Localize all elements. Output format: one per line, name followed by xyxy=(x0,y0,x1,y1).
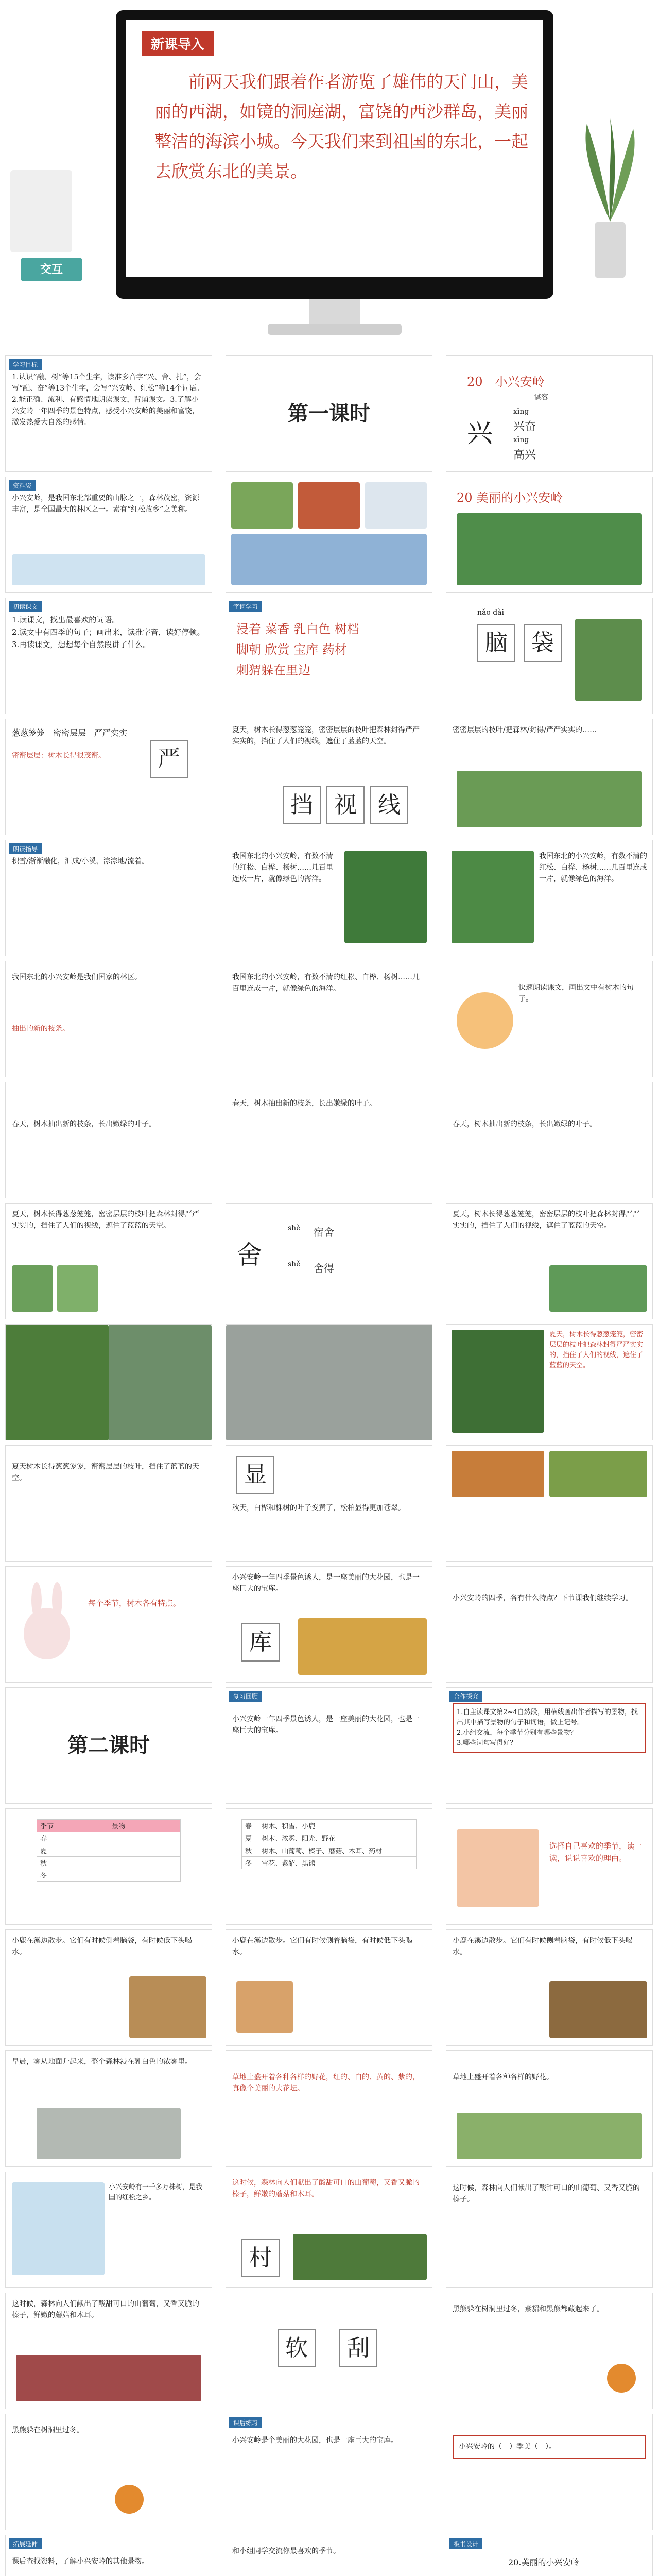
rabbit-icon xyxy=(16,1582,78,1665)
table-cell: 树木、积雪、小鹿 xyxy=(258,1820,417,1832)
forest-image xyxy=(457,513,642,585)
slide-49 xyxy=(5,2414,212,2530)
slide-text: 1.认识“融、树”等15个生字，读准多音字“兴、舍、扎”，会写“融、奋”等13个生字，会写“兴安岭、红松”等14个词语。2.能正确、流利、有感情地朗读课文，背诵课文。3.了解小兴安岭一年四季的景色特点，感受小兴安岭的美丽和富饶，激发热爱大自然的感情。 xyxy=(12,373,204,427)
forest-image xyxy=(452,851,534,943)
table-cell xyxy=(109,1832,181,1844)
list-item: 1.读课文，找出最喜欢的词语。 xyxy=(12,615,120,624)
fog-forest-image xyxy=(226,1325,432,1440)
forest-image xyxy=(549,1451,647,1497)
table-header: 景物 xyxy=(109,1820,181,1832)
slide-text: 密密层层的枝叶/把森林/封得/严严实实的…… xyxy=(453,726,597,734)
char-box: 显 xyxy=(236,1456,274,1494)
slide-text: 小兴安岭是个美丽的大花园，也是一座巨大的宝库。 xyxy=(232,2436,398,2445)
logo: 交互 xyxy=(21,258,82,281)
slide-tag: 朗读指导 xyxy=(9,843,42,854)
slide-46b xyxy=(5,2293,212,2409)
slide-50 xyxy=(226,2414,432,2530)
slide-30 xyxy=(226,1566,432,1683)
slide-text: 我国东北的小兴安岭，有数不清的红松、白桦、杨树……几百里连成一片，就像绿色的海洋。 xyxy=(232,973,420,993)
slide-tag: 字词学习 xyxy=(229,601,262,612)
slide-29 xyxy=(5,1566,212,1683)
slide-38 xyxy=(5,1929,212,2046)
word: 宿舍 xyxy=(314,1226,334,1239)
landscape-image xyxy=(12,554,205,585)
char-box: 线 xyxy=(370,786,408,824)
slide-22 xyxy=(446,1203,653,1319)
board-title: 20.美丽的小兴安岭 xyxy=(508,2557,579,2567)
slide-45 xyxy=(226,2172,432,2288)
slide-text: 夏天，树木长得葱葱笼笼，密密层层的枝叶把森林封得严严实实的，挡住了人们的视线，遮住了蓝蓝的天空。 xyxy=(453,1210,640,1230)
slide-text: 春天，树木抽出新的枝条，长出嫩绿的叶子。 xyxy=(453,1120,597,1128)
list-item: 3.再读课文，想想每个自然段讲了什么。 xyxy=(12,640,151,649)
slide-12 xyxy=(5,840,212,956)
slide-19 xyxy=(446,1082,653,1198)
slide-27 xyxy=(226,1445,432,1562)
slide-note: 抽出的新的枝条。 xyxy=(12,1025,70,1033)
slide-text: 春天，树木抽出新的枝条，长出嫩绿的叶子。 xyxy=(232,1099,376,1108)
vocab-word: 乳白色 xyxy=(293,622,331,636)
tree-image xyxy=(12,1265,53,1312)
slide-52 xyxy=(5,2535,212,2576)
flowers-image xyxy=(457,2113,642,2159)
vocab-word: 菜香 xyxy=(265,622,290,636)
children-image xyxy=(457,992,513,1049)
vocab-word: 浸着 xyxy=(236,622,261,636)
slide-text: 小兴安岭有一千多万株树，是我国的红松之乡。 xyxy=(109,2183,203,2201)
slide-text: 这时候，森林向人们献出了酸甜可口的山葡萄、又香又脆的榛子。 xyxy=(453,2184,640,2204)
forest-image xyxy=(549,1265,647,1312)
slide-text: 小兴安岭，是我国东北部重要的山脉之一，森林茂密，资源丰富，是全国最大的林区之一。素有“红松故乡”之美称。 xyxy=(12,494,199,514)
list-item: 3.哪些词句写得好？ xyxy=(457,1739,517,1747)
vocab-word: 刺猬躲在里边 xyxy=(236,663,310,677)
vocab-word: 树档 xyxy=(334,622,359,636)
slide-31 xyxy=(446,1566,653,1683)
slide-9 xyxy=(5,719,212,835)
slide-text: 这时候，森林向人们献出了酸甜可口的山葡萄，又香又脆的榛子，鲜嫩的蘑菇和木耳。 xyxy=(12,2300,199,2319)
slide-tag: 学习目标 xyxy=(9,359,42,370)
table-cell xyxy=(109,1857,181,1869)
slide-14 xyxy=(446,840,653,956)
slide-text: 秋天，白桦和栎树的叶子变黄了，松柏显得更加苍翠。 xyxy=(232,1504,405,1512)
word: 高兴 xyxy=(513,449,536,462)
landscape-image xyxy=(298,1618,427,1675)
lesson-title: 20 美丽的小兴安岭 xyxy=(457,490,563,505)
calendar-icon xyxy=(10,170,72,252)
landscape-image xyxy=(12,2182,105,2275)
list-item: 2.读文中有四季的句子；画出来，读准字音，读好停顿。 xyxy=(12,628,205,637)
slide-text: 夏天，树木长得葱葱笼笼，密密层层的枝叶把森林封得严严实实的，挡住了人们的视线，遮住了蓝蓝的天空。 xyxy=(549,1331,644,1369)
slide-21 xyxy=(226,1203,432,1319)
squirrel-icon xyxy=(601,2355,642,2396)
slide-text: 和小组同学交流你最喜欢的季节。 xyxy=(232,2547,340,2555)
slide-text: 早晨，雾从地面升起来，整个森林浸在乳白色的浓雾里。 xyxy=(12,2058,192,2066)
slide-7 xyxy=(226,598,432,714)
slide-40 xyxy=(446,1929,653,2046)
slide-28 xyxy=(5,1445,212,1562)
slide-10 xyxy=(226,719,432,835)
slide-text: 小兴安岭一年四季景色诱人，是一座美丽的大花园，也是一座巨大的宝库。 xyxy=(232,1573,420,1593)
slide-text: 我国东北的小兴安岭，有数不清的红松、白桦、杨树……几百里连成一片，就像绿色的海洋。 xyxy=(232,852,333,883)
season-image xyxy=(457,1829,539,1907)
squirrel-icon xyxy=(109,2476,150,2517)
slide-18 xyxy=(226,1082,432,1198)
slide-text: 密密层层：树木长得很茂密。 xyxy=(12,752,106,760)
char-box: 袋 xyxy=(524,624,562,662)
fruit-image xyxy=(16,2355,201,2401)
slide-39 xyxy=(226,1929,432,2046)
forest-image xyxy=(344,851,427,943)
slide-tag: 复习回顾 xyxy=(229,1691,262,1702)
slide-46 xyxy=(446,2172,653,2288)
table-header: 季节 xyxy=(37,1820,109,1832)
slide-5 xyxy=(446,477,653,593)
char-box: 软 xyxy=(278,2329,316,2367)
slide-24 xyxy=(226,1324,432,1440)
forest-image xyxy=(293,2234,427,2280)
slide-13 xyxy=(226,840,432,956)
slide-43 xyxy=(446,2050,653,2167)
lesson-char: 兴 xyxy=(467,418,493,448)
deer-image xyxy=(236,1981,293,2033)
slide-text: 草地上盛开着各种各样的野花，红的、白的、黄的、紫的，真像个美丽的大花坛。 xyxy=(232,2073,420,2093)
slide-tag: 初读课文 xyxy=(9,601,42,612)
slide-32 xyxy=(5,1687,212,1804)
monitor-stand xyxy=(309,299,360,325)
season-table xyxy=(241,1819,417,1869)
slide-34 xyxy=(446,1687,653,1804)
slide-text: 夏天，树木长得葱葱笼笼，密密层层的枝叶把森林封得严严实实的，挡住了人们的视线，遮住了蓝蓝的天空。 xyxy=(232,726,420,745)
list-item: 2.小组交流，每个季节分别有哪些景物？ xyxy=(457,1729,577,1737)
autumn-image xyxy=(298,482,360,529)
slide-tag: 板书设计 xyxy=(449,2538,482,2549)
slide-8 xyxy=(446,598,653,714)
lesson-author: 谌容 xyxy=(534,394,548,402)
tree-image xyxy=(57,1265,98,1312)
char-box: 村 xyxy=(241,2239,280,2277)
char-box: 刮 xyxy=(339,2329,377,2367)
slide-text: 每个季节，树木各有特点。 xyxy=(88,1599,181,1608)
pinyin: shè xyxy=(288,1224,301,1232)
monitor-base xyxy=(268,324,402,335)
slide-48 xyxy=(446,2293,653,2409)
slide-20 xyxy=(5,1203,212,1319)
slide-text: 小鹿在溪边散步。它们有时候侧着脑袋，有时候低下头喝水。 xyxy=(232,1937,412,1956)
slide-47 xyxy=(226,2293,432,2409)
slide-37 xyxy=(446,1808,653,1925)
table-cell: 夏 xyxy=(242,1832,258,1844)
vocab-word: 欣赏 xyxy=(265,642,290,657)
table-cell xyxy=(109,1844,181,1857)
slide-42 xyxy=(226,2050,432,2167)
table-cell: 冬 xyxy=(37,1869,109,1882)
slide-text: 我国东北的小兴安岭，有数不清的红松、白桦、杨树……几百里连成一片，就像绿色的海洋。 xyxy=(539,852,647,883)
pinyin: shě xyxy=(288,1260,301,1268)
table-cell: 秋 xyxy=(37,1857,109,1869)
slide-tag: 资料袋 xyxy=(9,480,36,491)
slide-16 xyxy=(446,961,653,1077)
lesson-title: 20 小兴安岭 xyxy=(467,375,545,389)
deer-image xyxy=(549,1981,647,2038)
table-cell: 春 xyxy=(242,1820,258,1832)
char-box: 脑 xyxy=(477,624,515,662)
slide-text: 夏天，树木长得葱葱笼笼，密密层层的枝叶把森林封得严严实实的，挡住了人们的视线，遮住了蓝蓝的天空。 xyxy=(12,1210,199,1230)
slide-15b xyxy=(226,961,432,1077)
lesson-char: 舍 xyxy=(236,1240,262,1270)
slide-title: 第一课时 xyxy=(288,401,370,426)
slide-text: 草地上盛开着各种各样的野花。 xyxy=(453,2073,553,2081)
word: 兴奋 xyxy=(513,420,536,433)
vocab-word: 药材 xyxy=(322,642,347,657)
table-cell: 春 xyxy=(37,1832,109,1844)
season-table xyxy=(37,1819,181,1882)
slide-4b xyxy=(226,477,432,593)
slide-27b xyxy=(446,1445,653,1562)
forest-image xyxy=(6,1325,109,1440)
hero-section xyxy=(0,0,659,350)
slide-text: 小兴安岭一年四季景色诱人，是一座美丽的大花园，也是一座巨大的宝库。 xyxy=(232,1715,420,1735)
hero-text: 前两天我们跟着作者游览了雄伟的天门山，美丽的西湖，如镜的洞庭湖，富饶的西沙群岛，美丽整洁的海滨小城。今天我们来到祖国的东北，一起去欣赏东北的美景。 xyxy=(154,72,528,181)
autumn-image xyxy=(452,1451,544,1497)
spring-image xyxy=(231,482,293,529)
char-box: 严 xyxy=(150,740,188,778)
slide-text: 积雪/渐渐融化，汇成/小溪，淙淙地/流着。 xyxy=(12,857,149,866)
slide-text: 小鹿在溪边散步。它们有时候侧着脑袋，有时候低下头喝水。 xyxy=(453,1937,633,1956)
slide-2 xyxy=(226,355,432,472)
table-cell: 夏 xyxy=(37,1844,109,1857)
slide-44 xyxy=(5,2172,212,2288)
slide-1 xyxy=(5,355,212,472)
list-item: 1.自主读课文第2~4自然段，用横线画出作者描写的景物，找出其中描写景物的句子和词语，做上记号。 xyxy=(457,1708,638,1726)
fog-image xyxy=(109,1325,212,1440)
slide-26 xyxy=(446,1324,653,1440)
slide-35 xyxy=(5,1808,212,1925)
table-cell: 冬 xyxy=(242,1857,258,1869)
forest-image xyxy=(457,771,642,827)
pinyin: xīng xyxy=(513,408,529,416)
slide-title: 第二课时 xyxy=(67,1733,150,1757)
table-cell xyxy=(109,1869,181,1882)
slide-text: 黑熊躲在树洞里过冬。 xyxy=(12,2426,84,2434)
slide-tag: 课后练习 xyxy=(229,2417,262,2428)
slide-text: 课后查找资料，了解小兴安岭的其他景物。 xyxy=(12,2557,149,2566)
slide-words: 葱葱笼笼 密密层层 严严实实 xyxy=(12,728,128,738)
slide-53 xyxy=(226,2535,432,2576)
slide-3 xyxy=(446,355,653,472)
slide-text: 这时候，森林向人们献出了酸甜可口的山葡萄，又香又脆的榛子，鲜嫩的蘑菇和木耳。 xyxy=(232,2179,420,2198)
slide-text: 小兴安岭的（ ）季美（ ）。 xyxy=(453,2435,646,2459)
slide-text: 夏天树木长得葱葱笼笼，密密层层的枝叶，挡住了蓝蓝的天空。 xyxy=(12,1463,199,1482)
slide-17 xyxy=(5,1082,212,1198)
slide-tag: 合作探究 xyxy=(449,1691,482,1702)
forest-image xyxy=(452,1330,544,1433)
slide-6 xyxy=(5,598,212,714)
slide-text: 快速朗读课文，画出文中有树木的句子。 xyxy=(518,984,634,1003)
char-box: 挡 xyxy=(283,786,321,824)
hero-tag: 新课导入 xyxy=(142,31,214,56)
table-cell: 树木、山葡萄、榛子、蘑菇、木耳、药材 xyxy=(258,1844,417,1857)
slide-23 xyxy=(5,1324,212,1440)
winter-image xyxy=(365,482,427,529)
char-box: 库 xyxy=(241,1623,280,1662)
slide-text: 选择自己喜欢的季节，读一读，说说喜欢的理由。 xyxy=(549,1841,643,1863)
slide-text: 小兴安岭的四季，各有什么特点？下节课我们继续学习。 xyxy=(453,1594,633,1602)
deer-image xyxy=(129,1976,206,2038)
slide-33 xyxy=(226,1687,432,1804)
char-box: 视 xyxy=(326,786,365,824)
pinyin: xīng xyxy=(513,436,529,444)
slide-51 xyxy=(446,2414,653,2530)
slide-41 xyxy=(5,2050,212,2167)
slide-text: 小鹿在溪边散步。它们有时候侧着脑袋，有时候低下头喝水。 xyxy=(12,1937,192,1956)
plant-icon xyxy=(577,118,644,283)
slide-text: 春天，树木抽出新的枝条，长出嫩绿的叶子。 xyxy=(12,1120,156,1128)
table-cell: 秋 xyxy=(242,1844,258,1857)
slide-text: 黑熊躲在树洞里过冬，紫貂和黑熊都藏起来了。 xyxy=(453,2305,604,2313)
vocab-word: 宝库 xyxy=(293,642,319,657)
fog-image xyxy=(37,2108,181,2159)
slide-4 xyxy=(5,477,212,593)
forest-image xyxy=(575,619,642,701)
slide-text: 我国东北的小兴安岭是我们国家的林区。 xyxy=(12,973,142,981)
mountain-image xyxy=(231,534,427,585)
slide-15 xyxy=(5,961,212,1077)
pinyin: nǎo dài xyxy=(477,608,505,617)
slide-11 xyxy=(446,719,653,835)
slide-54 xyxy=(446,2535,653,2576)
table-cell: 树木、浓雾、阳光、野花 xyxy=(258,1832,417,1844)
word: 舍得 xyxy=(314,1262,334,1275)
table-cell: 雪花、紫貂、黑熊 xyxy=(258,1857,417,1869)
slide-tag: 拓展延伸 xyxy=(9,2538,42,2549)
slide-36 xyxy=(226,1808,432,1925)
vocab-word: 脚朝 xyxy=(236,642,261,657)
